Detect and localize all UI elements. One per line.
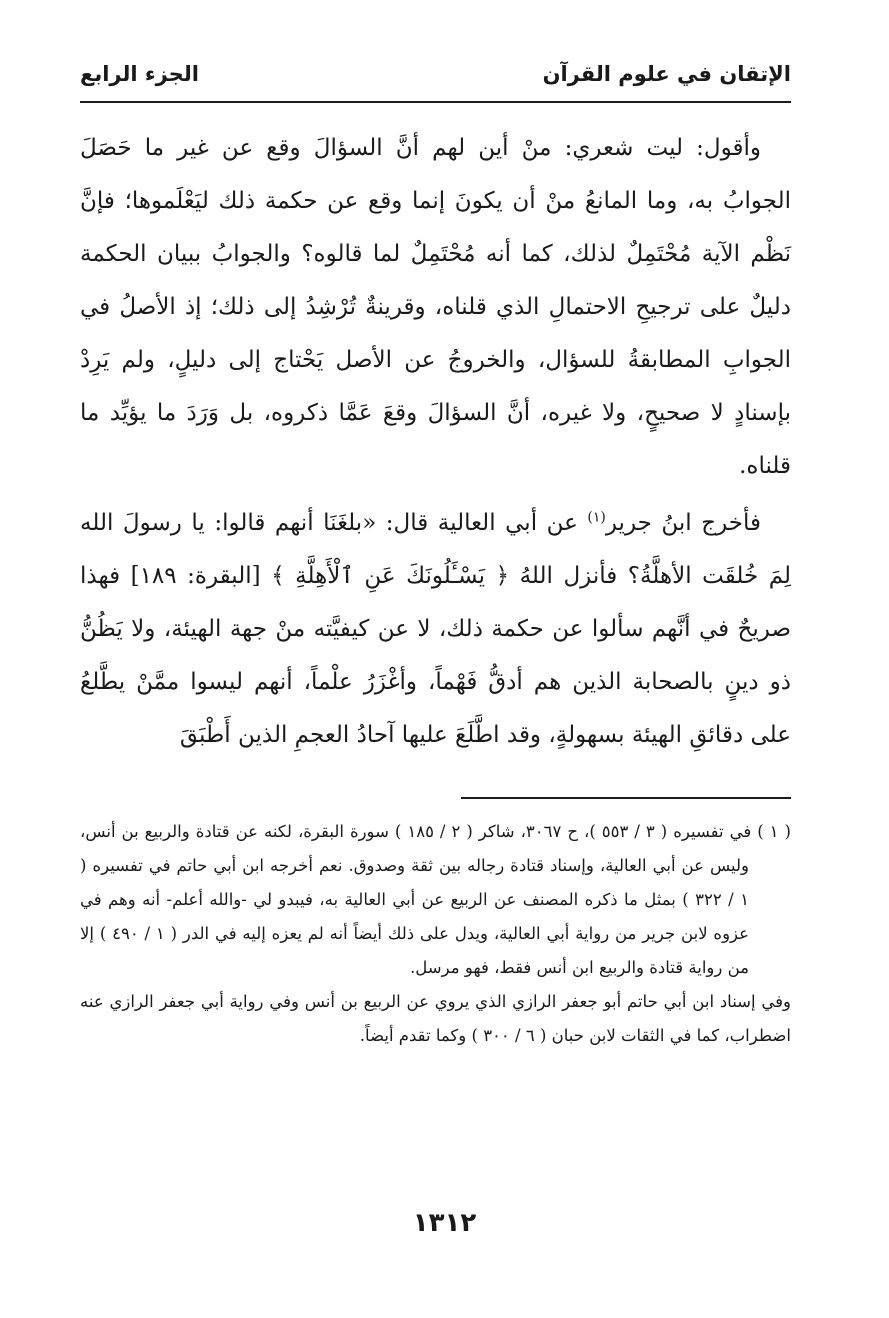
footnote-divider <box>461 797 791 799</box>
paragraph-text: فأخرج ابنُ جرير <box>605 510 761 536</box>
main-text <box>80 122 791 762</box>
footnotes <box>80 815 791 1053</box>
volume-label: الجزء الرابع <box>80 62 199 86</box>
book-title: الإتقان في علوم القرآن <box>542 62 791 86</box>
running-header <box>80 52 791 96</box>
header-divider <box>80 101 791 103</box>
footnote: وفي إسناد ابن أبي حاتم أبو جعفر الرازي الذي يروي عن الربيع بن أنس وفي رواية أبي جعفر الرازي عنه اضطراب، كما في الثقات لابن حبان ( ٦ / ٣٠٠ ) وكما تقدم أيضاً. <box>80 992 791 1045</box>
footnote: ( ١ ) في تفسيره ( ٣ / ٥٥٣ )، ح ٣٠٦٧، شاكر ( ٢ / ١٨٥ ) سورة البقرة، لكنه عن قتادة والربيع بن أنس، وليس عن أبي العالية، وإسناد قتادة رجاله بين ثقة وصدوق. نعم أخرجه ابن أبي حاتم في تفسيره ( ١ / ٣٢٢ ) بمثل ما ذكره المصنف عن الربيع عن أبي العالية به، فيبدو لي -والله أعلم- أنه وهم في عزوه لابن جرير من رواية أبي العالية، ويدل على ذلك أيضاً أنه لم يعزه إليه في الدر ( ١ / ٤٩٠ ) إلا من رواية قتادة والربيع ابن أنس فقط، فهو مرسل. <box>80 822 791 977</box>
footnote-reference[interactable]: (١) <box>587 509 606 526</box>
paragraph-text: عن أبي العالية قال: «بلغَنَا أنهم قالوا: يا رسولَ الله لِمَ خُلقَت الأهلَّةُ؟ فأنزل اللهُ ﴿ يَسْـَٔلُونَكَ عَنِ ٱلْأَهِلَّةِ ﴾ [البقرة: ١٨٩] فهذا صريحٌ في أنَّهم سألوا عن حكمة ذلك، لا عن كيفيَّته منْ جهة الهيئة، ولا يَظُنُّ ذو دينٍ بالصحابة الذين هم أدقُّ فَهْماً، وأغْزَرُ علْماً، أنهم ليسوا ممَّنْ يطَّلعُ على دقائقِ الهيئة بسهولةٍ، وقد اطَّلَعَ عليها آحادُ العجمِ الذين أَطْبَقَ <box>80 510 792 748</box>
paragraph <box>80 497 791 762</box>
paragraph: وأقول: ليت شعري: منْ أين لهم أنَّ السؤالَ وقع عن غير ما حَصَلَ الجوابُ به، وما المانعُ منْ أن يكونَ إنما وقع عن حكمة ذلك ليَعْلَموها؛ فإنَّ نَظْم الآية مُحْتَمِلٌ لذلك، كما أنه مُحْتَمِلٌ لما قالوه؟ والجوابُ ببيان الحكمة دليلٌ على ترجيحِ الاحتمالِ الذي قلناه، وقرينةٌ تُرْشِدُ إلى ذلك؛ إذ الأصلُ في الجوابِ المطابقةُ للسؤال، والخروجُ عن الأصل يَحْتاج إلى دليلٍ، ولم يَرِدْ بإسنادٍ لا صحيحٍ، ولا غيره، أنَّ السؤالَ وقعَ عَمَّا ذكروه، بل وَرَدَ ما يؤيِّد ما قلناه. <box>80 135 791 479</box>
page-number: ١٣١٢ <box>412 1208 477 1238</box>
